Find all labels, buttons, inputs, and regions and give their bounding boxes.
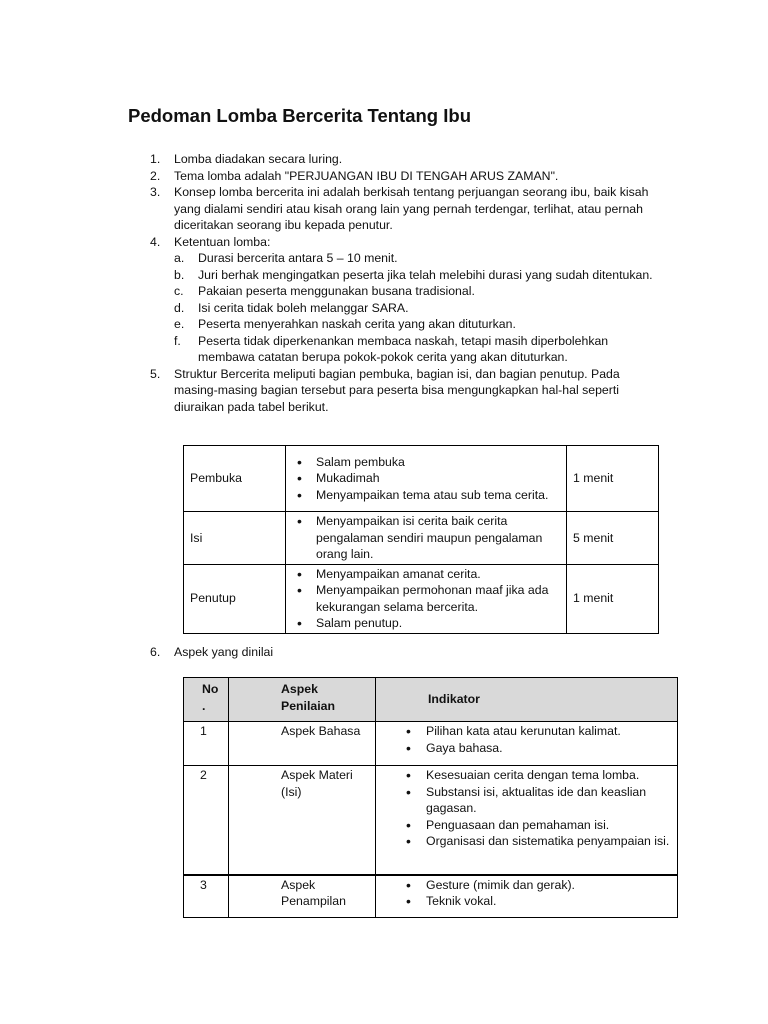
rule-text: Isi cerita tidak boleh melanggar SARA. bbox=[198, 300, 409, 315]
structure-points bbox=[286, 564, 567, 633]
table-row bbox=[184, 766, 678, 875]
structure-duration: 5 menit bbox=[567, 512, 659, 565]
rule-letter: d. bbox=[174, 300, 185, 315]
structure-duration: 1 menit bbox=[567, 564, 659, 633]
row-no: 1 bbox=[184, 722, 229, 766]
rule-letter: f. bbox=[174, 333, 181, 348]
bullet-item: • Gesture (mimik dan gerak). bbox=[402, 877, 671, 894]
table-header-row bbox=[184, 678, 678, 722]
structure-points bbox=[286, 446, 567, 512]
guideline-list bbox=[150, 151, 655, 415]
list-item-text: Ketentuan lomba: bbox=[174, 234, 271, 249]
bullet-item: • Menyampaikan isi cerita baik cerita pengalaman sendiri maupun pengalaman orang lain. bbox=[292, 513, 560, 563]
list-item bbox=[150, 151, 655, 168]
rule-letter: e. bbox=[174, 317, 185, 331]
list-number: 6. bbox=[150, 645, 161, 659]
list-item-text: Tema lomba adalah "PERJUANGAN IBU DI TENGAH ARUS ZAMAN". bbox=[174, 168, 559, 183]
table-row bbox=[184, 875, 678, 918]
row-aspect: Aspek Materi (Isi) bbox=[229, 766, 376, 875]
bullet-item: • Organisasi dan sistematika penyampaian isi. bbox=[402, 833, 671, 850]
table-row bbox=[184, 564, 659, 633]
structure-part: Penutup bbox=[184, 564, 286, 633]
rules-list bbox=[174, 250, 655, 366]
list-number: 4. bbox=[150, 234, 161, 249]
table-row bbox=[184, 722, 678, 766]
bullet-item: • Mukadimah bbox=[292, 470, 560, 487]
bullet-item: • Salam pembuka bbox=[292, 454, 560, 471]
list-item bbox=[150, 184, 655, 234]
row-no: 2 bbox=[184, 766, 229, 875]
rule-letter: b. bbox=[174, 267, 185, 282]
row-aspect: Aspek Penampilan bbox=[229, 875, 376, 918]
rule-text: Juri berhak mengingatkan peserta jika telah melebihi durasi yang sudah ditentukan. bbox=[198, 267, 653, 282]
list-item-text: Struktur Bercerita meliputi bagian pembuka, bagian isi, dan bagian penutup. Pada masing-masing bagian tersebut para peserta bisa mengungkapkan hal-hal seperti diuraikan pada tabel berikut. bbox=[174, 366, 620, 414]
list-number: 5. bbox=[150, 366, 161, 381]
structure-duration: 1 menit bbox=[567, 446, 659, 512]
rule-item bbox=[174, 316, 655, 333]
bullet-item: • Teknik vokal. bbox=[402, 893, 671, 910]
bullet-item: • Salam penutup. bbox=[292, 615, 560, 632]
row-no: 3 bbox=[184, 875, 229, 918]
table-row bbox=[184, 512, 659, 565]
structure-part: Pembuka bbox=[184, 446, 286, 512]
list-item bbox=[150, 234, 655, 366]
rule-letter: a. bbox=[174, 251, 185, 265]
list-number: 3. bbox=[150, 185, 161, 199]
rule-item bbox=[174, 283, 655, 300]
structure-points bbox=[286, 512, 567, 565]
list-item-text: Lomba diadakan secara luring. bbox=[174, 152, 343, 166]
bullet-item: • Pilihan kata atau kerunutan kalimat. bbox=[402, 723, 671, 740]
rule-text: Peserta menyerahkan naskah cerita yang akan dituturkan. bbox=[198, 317, 516, 331]
list-item-text: Aspek yang dinilai bbox=[174, 645, 274, 659]
row-aspect: Aspek Bahasa bbox=[229, 722, 376, 766]
table-row bbox=[184, 446, 659, 512]
header-indicator: Indikator bbox=[376, 678, 678, 722]
list-item bbox=[150, 644, 273, 661]
row-indicators bbox=[376, 875, 678, 918]
rule-item bbox=[174, 300, 655, 317]
bullet-item: • Menyampaikan amanat cerita. bbox=[292, 566, 560, 583]
bullet-item: • Menyampaikan tema atau sub tema cerita. bbox=[292, 487, 560, 504]
structure-table bbox=[183, 445, 659, 634]
list-number: 2. bbox=[150, 168, 161, 183]
row-indicators bbox=[376, 722, 678, 766]
header-aspect: Aspek Penilaian bbox=[229, 678, 376, 722]
rule-item bbox=[174, 250, 655, 267]
rule-item bbox=[174, 267, 655, 284]
rule-text: Durasi bercerita antara 5 – 10 menit. bbox=[198, 251, 398, 265]
rule-item bbox=[174, 333, 655, 366]
header-no: No . bbox=[184, 678, 229, 722]
list-item bbox=[150, 168, 655, 185]
rule-text: Pakaian peserta menggunakan busana tradisional. bbox=[198, 284, 475, 298]
list-item-text: Konsep lomba bercerita ini adalah berkisah tentang perjuangan seorang ibu, baik kisah yang dialami sendiri atau kisah orang lain yang pernah terdengar, terlihat, atau pernah diceritakan seorang ibu kepada penutur. bbox=[174, 185, 649, 232]
assessment-table bbox=[183, 677, 678, 918]
document-title: Pedoman Lomba Bercerita Tentang Ibu bbox=[128, 105, 471, 126]
bullet-item: • Penguasaan dan pemahaman isi. bbox=[402, 817, 671, 834]
structure-part: Isi bbox=[184, 512, 286, 565]
list-number: 1. bbox=[150, 152, 161, 166]
bullet-item: • Menyampaikan permohonan maaf jika ada kekurangan selama bercerita. bbox=[292, 582, 560, 615]
row-indicators bbox=[376, 766, 678, 875]
list-item bbox=[150, 366, 655, 416]
bullet-item: • Gaya bahasa. bbox=[402, 740, 671, 757]
bullet-item: • Substansi isi, aktualitas ide dan keaslian gagasan. bbox=[402, 784, 671, 817]
rule-text: Peserta tidak diperkenankan membaca naskah, tetapi masih diperbolehkan membawa catatan berupa pokok-pokok cerita yang akan dituturkan. bbox=[198, 333, 609, 364]
bullet-item: • Kesesuaian cerita dengan tema lomba. bbox=[402, 767, 671, 784]
rule-letter: c. bbox=[174, 284, 184, 298]
